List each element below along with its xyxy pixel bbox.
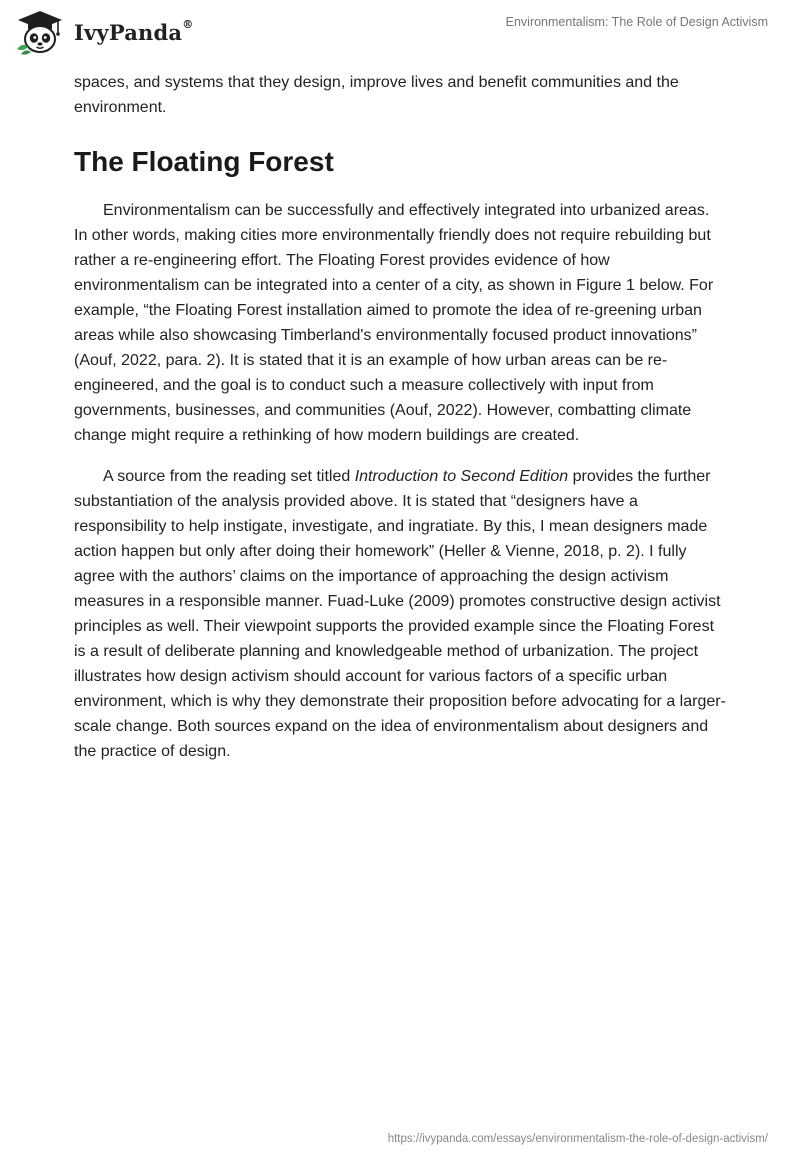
page-header [0, 0, 800, 62]
cited-source-title: Introduction to Second Edition [354, 468, 569, 485]
paragraph-2-rest: provides the further substantiation of the analysis provided above. It is stated that “designers have a responsibility to help instigate, investigate, and ingratiate. By this, I mean designers made action happen but only after doing their homework” (Heller & Vienne, 2018, p. 2). I fully agree with the authors’ claims on the importance of approaching the design activism measures in a responsible manner. Fuad-Luke (2009) promotes constructive design activist principles as well. Their viewpoint supports the provided example since the Floating Forest is a result of deliberate planning and knowledgeable method of urbanization. The project illustrates how design activism should account for various factors of a specific urban environment, which is why they demonstrate their proposition before advocating for a larger-scale change. Both sources expand on the idea of environmentalism about designers and the practice of design. [74, 468, 726, 760]
ivypanda-logo[interactable] [14, 7, 193, 57]
body-paragraph-1: Environmentalism can be successfully and effectively integrated into urbanized areas. In other words, making cities more environmentally friendly does not require rebuilding but rather a re-engineering effort. The Floating Forest provides evidence of how environmentalism can be integrated into a center of a city, as shown in Figure 1 below. For example, “the Floating Forest installation aimed to promote the idea of re-greening urban areas while also showcasing Timberland's environmentally focused product innovations” (Aouf, 2022, para. 2). It is stated that it is an example of how urban areas can be re-engineered, and the goal is to conduct such a measure collectively with input from governments, businesses, and communities (Aouf, 2022). However, combatting climate change might require a rethinking of how modern buildings are created. [74, 202, 714, 444]
panda-graduate-logo-icon [14, 9, 66, 55]
body-paragraph-2 [74, 464, 726, 764]
paragraph-2-lead: A source from the reading set titled [103, 468, 355, 485]
intro-continuation-paragraph: spaces, and systems that they design, improve lives and benefit communities and the environment. [74, 74, 679, 116]
section-heading: The Floating Forest [74, 146, 334, 177]
document-title: Environmentalism: The Role of Design Activism [505, 15, 768, 29]
source-url[interactable]: https://ivypanda.com/essays/environmentalism-the-role-of-design-activism/ [387, 1133, 768, 1145]
brand-name: IvyPanda® [74, 17, 194, 45]
essay-content [74, 70, 726, 764]
